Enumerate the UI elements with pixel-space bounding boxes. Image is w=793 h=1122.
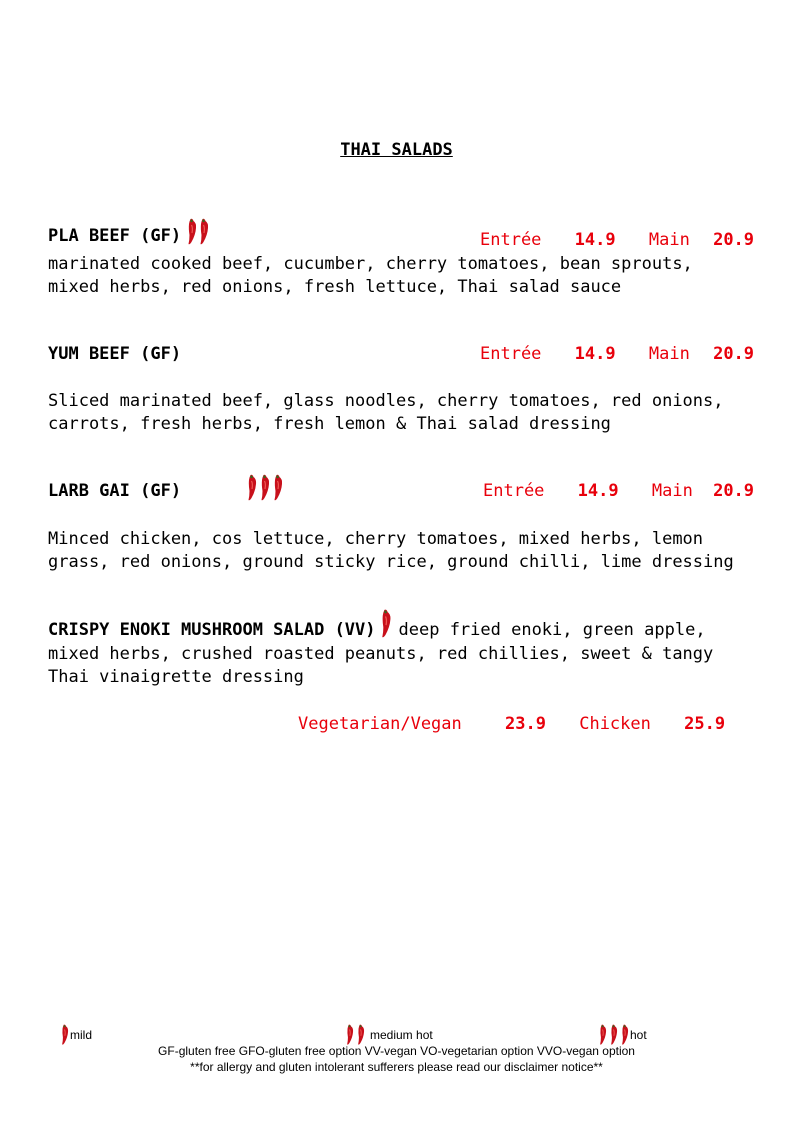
price-entree: 14.9	[574, 230, 616, 250]
chili-pepper-icon	[379, 608, 392, 640]
item-description	[48, 643, 713, 689]
price-main: 20.9	[713, 230, 755, 250]
price-vegetarian: 23.9	[505, 714, 546, 734]
price-label-entree: Entrée	[480, 344, 542, 364]
price-row	[298, 714, 725, 734]
menu-item-pla-beef	[48, 218, 210, 246]
description-line: mixed herbs, red onions, fresh lettuce, Thai salad sauce	[48, 277, 622, 297]
legend-mild	[59, 1024, 92, 1046]
price-label-entree: Entrée	[480, 230, 542, 250]
price-entree: 14.9	[574, 344, 616, 364]
chili-pepper-icon	[197, 218, 210, 246]
chili-rating-2	[185, 218, 210, 246]
chili-pepper-icon	[355, 1024, 366, 1046]
item-description	[48, 528, 734, 574]
chili-pepper-icon	[245, 474, 258, 502]
chili-pepper-icon	[608, 1024, 619, 1046]
menu-item-yum-beef: YUM BEEF (GF)	[48, 344, 182, 364]
legend-abbreviations: GF-gluten free GFO-gluten free option VV-vegan VO-vegetarian option VVO-vegan option	[158, 1044, 635, 1058]
menu-item-crispy-enoki	[48, 608, 706, 640]
item-description	[48, 253, 693, 299]
legend-hot	[597, 1024, 647, 1046]
chili-pepper-icon	[271, 474, 284, 502]
price-row	[483, 481, 754, 501]
chili-pepper-icon	[597, 1024, 608, 1046]
price-label-entree: Entrée	[483, 481, 545, 501]
price-row	[480, 230, 754, 250]
chili-pepper-icon	[619, 1024, 630, 1046]
legend-mild-label: mild	[70, 1028, 93, 1042]
description-line: carrots, fresh herbs, fresh lemon & Thai salad dressing	[48, 414, 611, 434]
description-line: Thai vinaigrette dressing	[48, 667, 304, 687]
item-name: CRISPY ENOKI MUSHROOM SALAD (VV)	[48, 620, 376, 640]
price-label-main: Main	[651, 481, 693, 501]
legend-medium	[344, 1024, 433, 1046]
chili-pepper-icon	[258, 474, 271, 502]
page-title: THAI SALADS	[340, 140, 453, 160]
price-row	[480, 344, 754, 364]
price-chicken: 25.9	[684, 714, 726, 734]
legend-medium-label: medium hot	[370, 1028, 433, 1042]
chili-rating-3	[245, 474, 284, 502]
menu-item-larb-gai: LARB GAI (GF)	[48, 481, 182, 501]
chili-pepper-icon	[344, 1024, 355, 1046]
item-name: PLA BEEF (GF)	[48, 226, 182, 246]
chili-rating-1	[379, 608, 392, 640]
description-line: mixed herbs, crushed roasted peanuts, red chillies, sweet & tangy	[48, 644, 714, 664]
description-line: Sliced marinated beef, glass noodles, cherry tomatoes, red onions,	[48, 391, 724, 411]
price-label-main: Main	[648, 344, 690, 364]
item-description-inline: deep fried enoki, green apple,	[398, 620, 706, 640]
price-label-vegetarian: Vegetarian/Vegan	[298, 714, 462, 734]
price-entree: 14.9	[577, 481, 619, 501]
price-label-chicken: Chicken	[579, 714, 651, 734]
description-line: marinated cooked beef, cucumber, cherry tomatoes, bean sprouts,	[48, 254, 693, 274]
description-line: grass, red onions, ground sticky rice, ground chilli, lime dressing	[48, 552, 734, 572]
item-description	[48, 390, 724, 436]
legend-hot-label: hot	[630, 1028, 647, 1042]
price-main: 20.9	[713, 481, 755, 501]
price-main: 20.9	[713, 344, 755, 364]
chili-pepper-icon	[59, 1024, 70, 1046]
description-line: Minced chicken, cos lettuce, cherry tomatoes, mixed herbs, lemon	[48, 529, 704, 549]
disclaimer-notice: **for allergy and gluten intolerant sufferers please read our disclaimer notice**	[190, 1060, 603, 1074]
price-label-main: Main	[648, 230, 690, 250]
